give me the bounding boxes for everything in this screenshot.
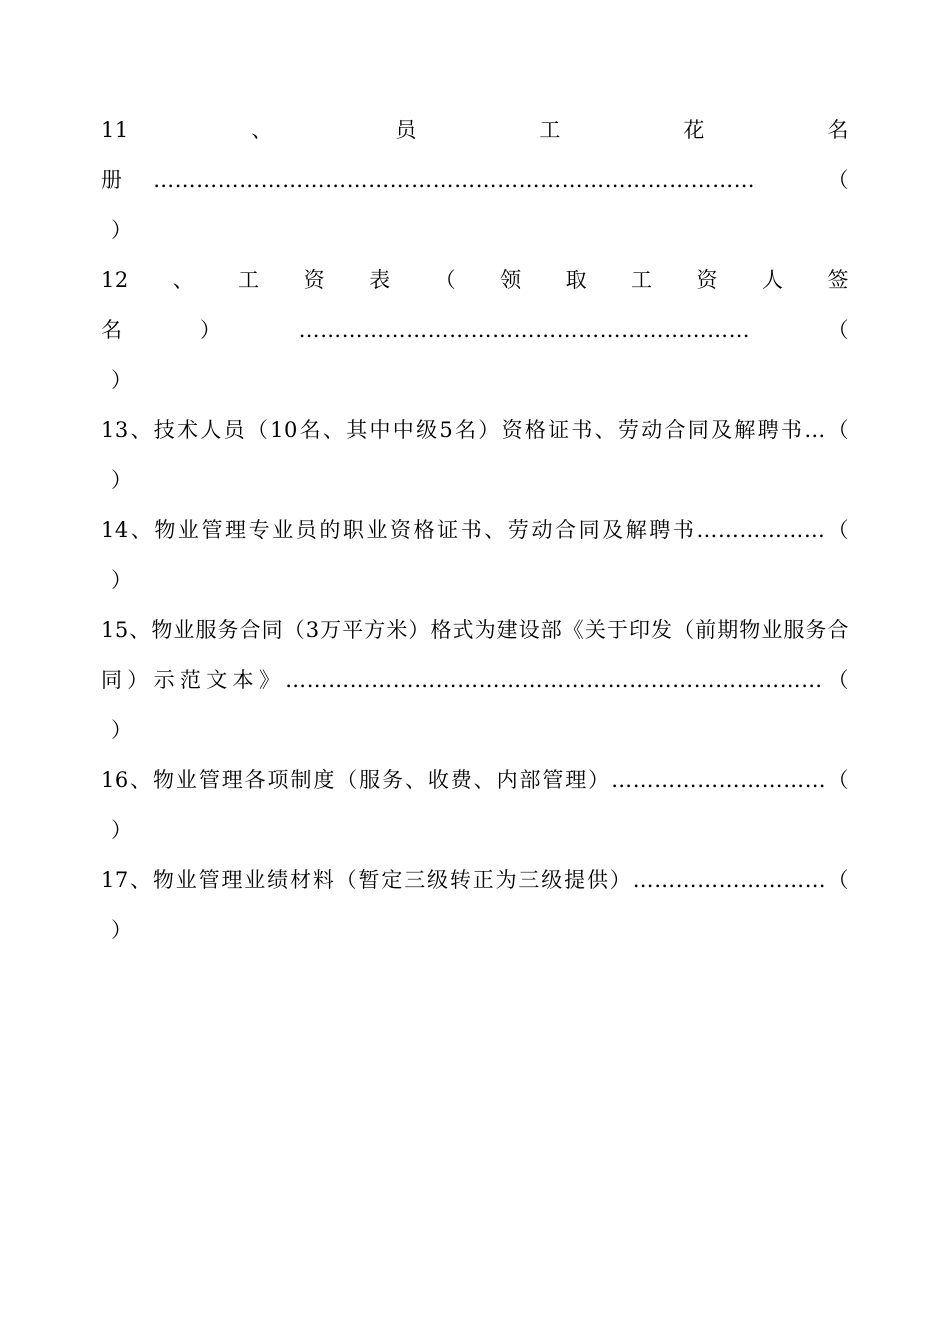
item-closing-paren: ） [111,568,133,592]
list-item [101,405,849,505]
list-item [101,855,849,955]
item-closing-paren: ） [111,368,133,392]
item-closing-paren: ） [111,818,133,842]
item-text: 14、物业管理专业员的职业资格证书、劳动合同及解聘书………………（ [101,518,849,542]
item-text: 16、物业管理各项制度（服务、收费、内部管理）…………………………（ [101,768,849,792]
item-text: 15、物业服务合同（3万平方米）格式为建设部《关于印发（前期物业服务合同）示范文本》…………………………………………………………………（ [101,618,849,692]
item-text: 13、技术人员（10名、其中中级5名）资格证书、劳动合同及解聘书…（ [101,418,849,442]
item-text: 17、物业管理业绩材料（暂定三级转正为三级提供）………………………（ [101,868,849,892]
item-closing-paren: ） [111,718,133,742]
item-text: 11、员工花名册………………………………………………………………………… （ [101,118,849,192]
list-item [101,755,849,855]
list-item [101,255,849,405]
checklist [101,105,849,955]
item-text: 12、工资表（领取工资人签名）………………………………………………………（ [101,268,849,342]
item-closing-paren: ） [111,218,133,242]
list-item [101,105,849,255]
item-closing-paren: ） [111,918,133,942]
item-closing-paren: ） [111,468,133,492]
list-item [101,505,849,605]
list-item [101,605,849,755]
